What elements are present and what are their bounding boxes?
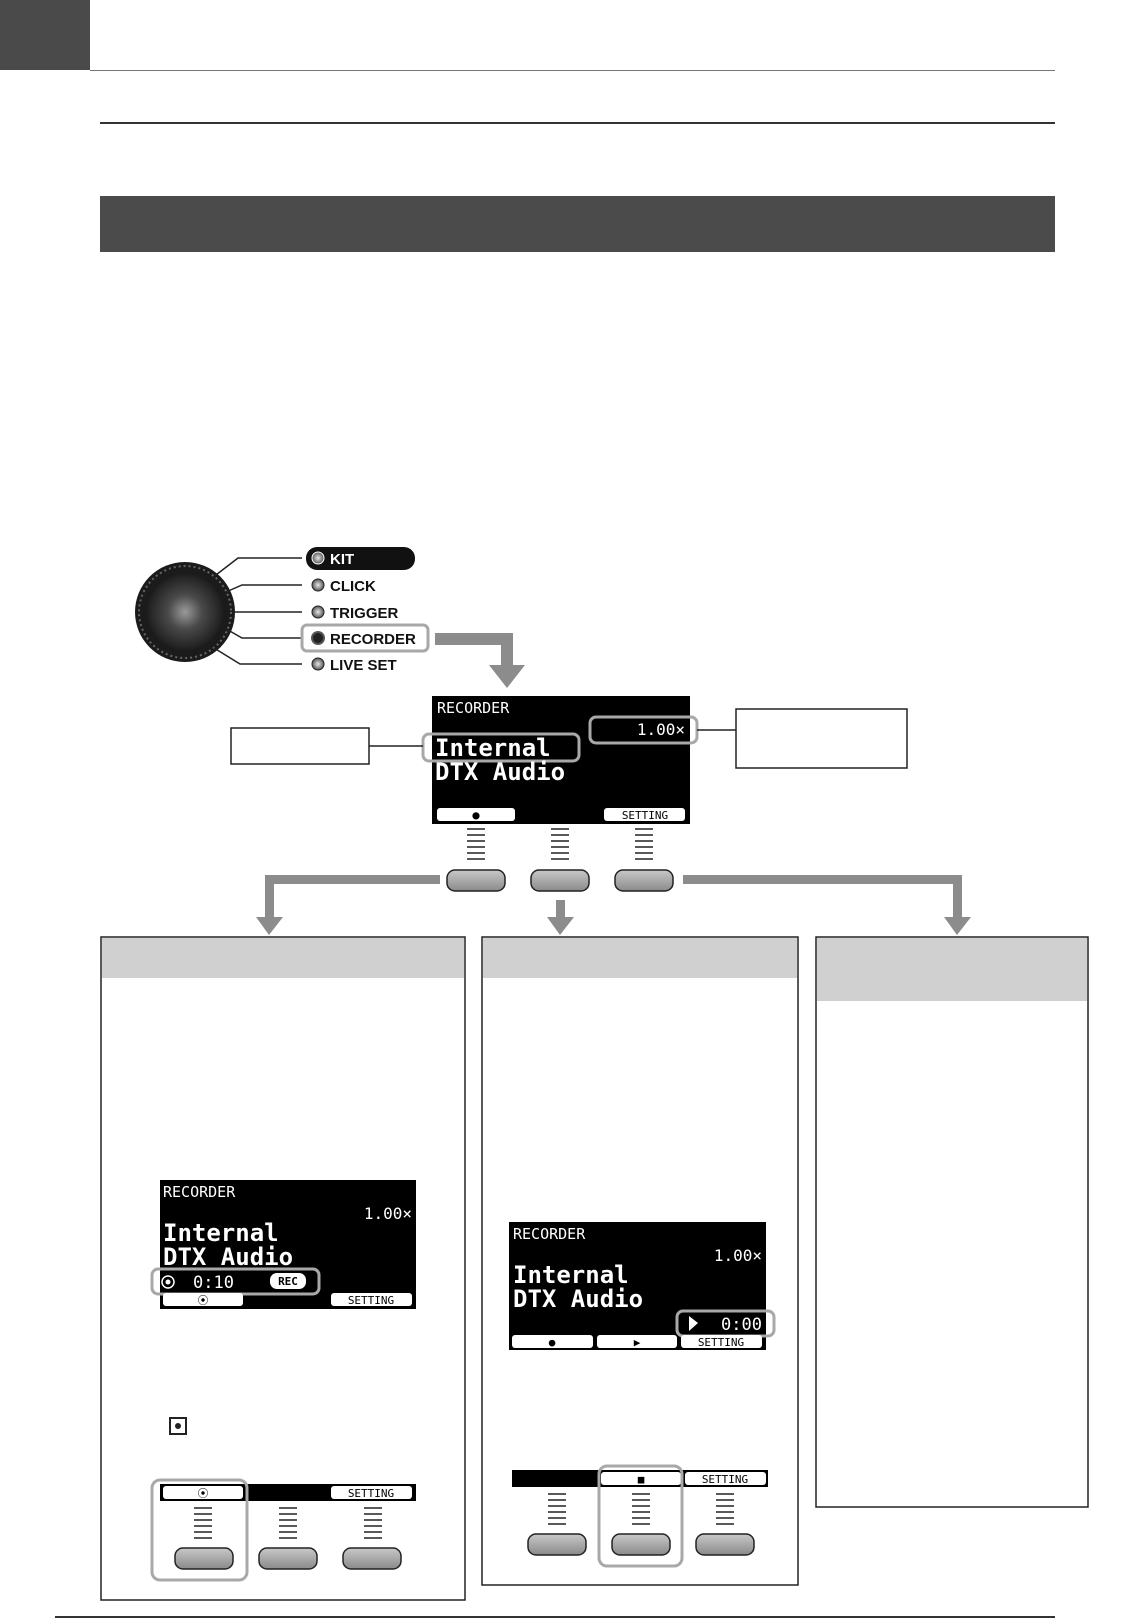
play-soft-button-1[interactable] bbox=[528, 1534, 586, 1555]
main-soft-right-text: SETTING bbox=[621, 809, 669, 822]
main-soft-button-1[interactable] bbox=[447, 870, 505, 891]
play-soft-button-2[interactable] bbox=[612, 1534, 670, 1555]
record-screen-line2: DTX Audio bbox=[163, 1243, 294, 1271]
record-screen-line1: Internal bbox=[163, 1219, 279, 1247]
recorder-to-screen-arrow bbox=[435, 633, 525, 688]
main-screen-line1: Internal bbox=[435, 734, 551, 762]
play-strip-mid-text: ■ bbox=[637, 1473, 645, 1486]
setting-panel-header bbox=[817, 938, 1087, 1001]
kit-led-icon bbox=[312, 552, 324, 564]
branch-arrows bbox=[256, 875, 971, 935]
record-soft-button-2[interactable] bbox=[259, 1548, 317, 1569]
live-set-led-icon bbox=[312, 658, 324, 670]
record-soft-button-3[interactable] bbox=[343, 1548, 401, 1569]
record-panel-header bbox=[102, 938, 464, 978]
play-screen bbox=[509, 1222, 774, 1350]
speed-callout-box bbox=[736, 709, 907, 768]
record-screen-speed: 1.00× bbox=[363, 1204, 412, 1223]
record-screen-time: 0:10 bbox=[193, 1273, 234, 1293]
trigger-led-icon bbox=[312, 606, 324, 618]
main-screen-speed: 1.00× bbox=[636, 720, 685, 739]
main-recorder-screen bbox=[423, 696, 697, 824]
play-screen-title: RECORDER bbox=[513, 1225, 586, 1243]
main-screen-title: RECORDER bbox=[437, 699, 510, 717]
mode-label-click: CLICK bbox=[330, 578, 376, 595]
setting-panel bbox=[816, 937, 1088, 1507]
play-screen-line1: Internal bbox=[513, 1261, 629, 1289]
play-soft-mid-text: ▶ bbox=[633, 1336, 641, 1349]
main-soft-left-text: ● bbox=[472, 808, 480, 822]
source-callout-box bbox=[231, 728, 369, 764]
play-screen-line2: DTX Audio bbox=[513, 1285, 644, 1313]
mode-item-trigger[interactable] bbox=[312, 605, 399, 622]
mode-item-kit[interactable] bbox=[306, 547, 415, 570]
record-soft-button-1[interactable] bbox=[175, 1548, 233, 1569]
play-panel-header bbox=[483, 938, 797, 978]
record-strip-left-text: ⦿ bbox=[197, 1487, 209, 1500]
main-soft-button-2[interactable] bbox=[531, 870, 589, 891]
click-led-icon bbox=[312, 579, 324, 591]
record-soft-right-text: SETTING bbox=[347, 1294, 395, 1307]
record-soft-left-text: ⦿ bbox=[197, 1294, 209, 1307]
mode-dial[interactable] bbox=[135, 562, 235, 662]
rec-badge-text: REC bbox=[278, 1275, 298, 1288]
mode-item-recorder[interactable] bbox=[302, 625, 428, 651]
play-soft-button-3[interactable] bbox=[696, 1534, 754, 1555]
recorder-led-icon bbox=[312, 632, 324, 644]
mode-item-click[interactable] bbox=[312, 578, 376, 595]
play-strip-right-text: SETTING bbox=[701, 1473, 749, 1486]
play-soft-right-text: SETTING bbox=[697, 1336, 745, 1349]
play-soft-left-text: ● bbox=[548, 1336, 556, 1349]
mode-label-live-set: LIVE SET bbox=[330, 657, 397, 674]
record-screen bbox=[152, 1180, 416, 1309]
record-screen-title: RECORDER bbox=[163, 1183, 236, 1201]
mode-label-trigger: TRIGGER bbox=[330, 605, 399, 622]
mode-label-recorder: RECORDER bbox=[330, 631, 416, 648]
mode-label-kit: KIT bbox=[330, 551, 355, 568]
mode-item-live-set[interactable] bbox=[312, 657, 397, 674]
main-button-strokes bbox=[467, 829, 653, 859]
main-soft-button-3[interactable] bbox=[615, 870, 673, 891]
main-screen-line2: DTX Audio bbox=[435, 758, 566, 786]
play-screen-speed: 1.00× bbox=[713, 1246, 762, 1265]
record-strip-right-text: SETTING bbox=[347, 1487, 395, 1500]
play-screen-time: 0:00 bbox=[721, 1315, 762, 1335]
